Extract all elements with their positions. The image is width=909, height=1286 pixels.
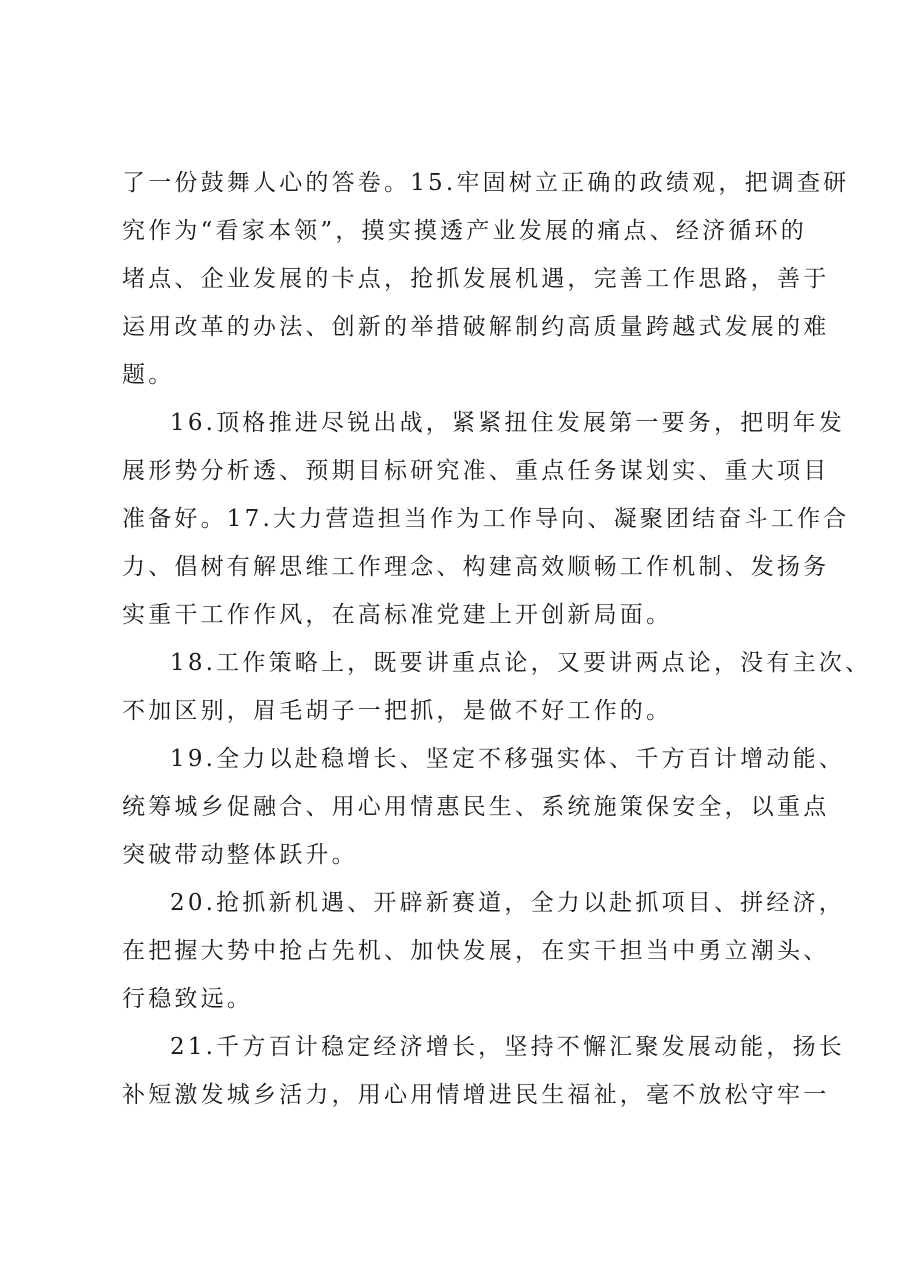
text-line: 突破带动整体跃升。 [122,842,358,868]
text-line: 在把握大势中抢占先机、加快发展，在实干担当中勇立潮头、 [122,938,830,964]
text-line: 19.全力以赴稳增长、坚定不移强实体、千方百计增动能、 [170,746,845,772]
text-line: 18.工作策略上，既要讲重点论，又要讲两点论，没有主次、 [170,650,872,676]
text-line: 堵点、企业发展的卡点，抢抓发展机遇，完善工作思路，善于 [122,266,830,292]
text-line: 力、倡树有解思维工作理念、构建高效顺畅工作机制、发扬务 [122,554,830,580]
text-line: 21.千方百计稳定经济增长，坚持不懈汇聚发展动能，扬长 [170,1034,845,1060]
text-line: 不加区别，眉毛胡子一把抓，是做不好工作的。 [122,698,673,724]
text-line: 实重干工作作风，在高标准党建上开创新局面。 [122,602,673,628]
text-line: 准备好。17.大力营造担当作为工作导向、凝聚团结奋斗工作合 [122,506,850,532]
text-line: 行稳致远。 [122,986,253,1012]
text-line: 20.抢抓新机遇、开辟新赛道，全力以赴抓项目、拼经济， [170,890,845,916]
text-line: 展形势分析透、预期目标研究准、重点任务谋划实、重大项目 [122,458,830,484]
text-line: 统筹城乡促融合、用心用情惠民生、系统施策保安全，以重点 [122,794,830,820]
text-line: 了一份鼓舞人心的答卷。15.牢固树立正确的政绩观，把调查研 [122,170,850,196]
text-line: 究作为“看家本领”，摸实摸透产业发展的痛点、经济循环的 [122,218,807,244]
text-line: 题。 [122,362,175,388]
text-line: 运用改革的办法、创新的举措破解制约高质量跨越式发展的难 [122,314,830,340]
text-line: 16.顶格推进尽锐出战，紧紧扭住发展第一要务，把明年发 [170,410,845,436]
text-line: 补短激发城乡活力，用心用情增进民生福祉，毫不放松守牢一 [122,1082,830,1108]
